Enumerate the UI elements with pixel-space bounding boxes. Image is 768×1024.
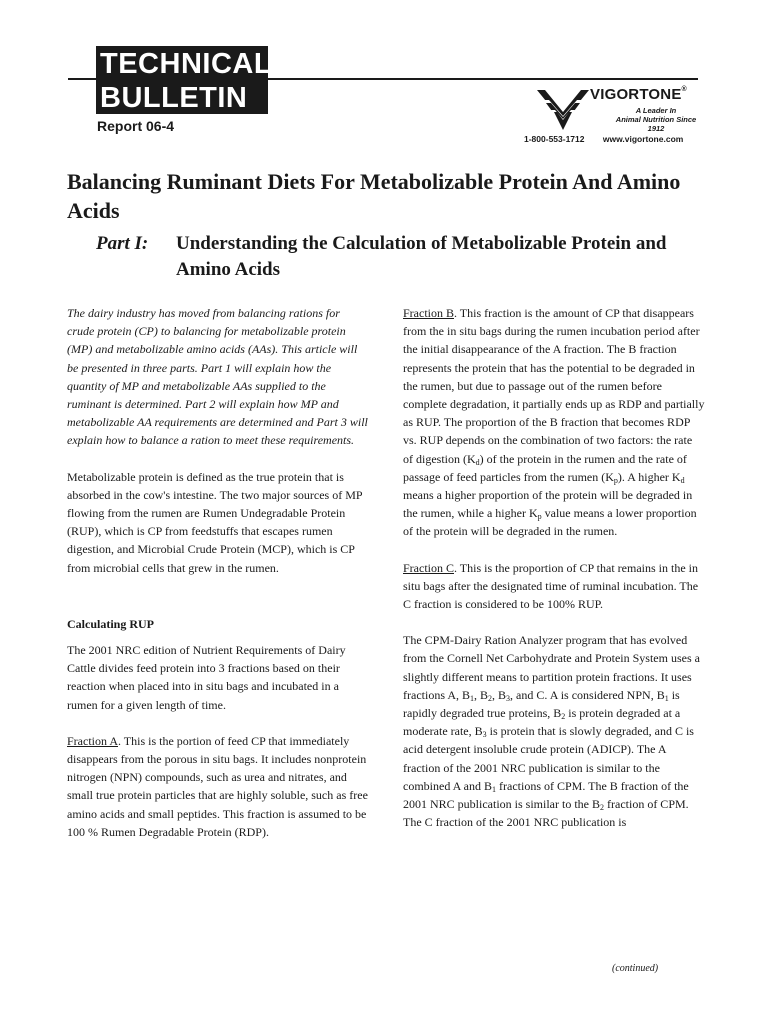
- brand-tagline: [612, 106, 700, 133]
- brand-text: VIGORTONE: [590, 86, 682, 103]
- subscript: 2: [561, 712, 566, 722]
- subscript: p: [613, 475, 618, 485]
- fraction-b-text: ). A higher K: [617, 469, 681, 484]
- right-column: [403, 304, 705, 831]
- tagline-line-2: Animal Nutrition Since 1912: [615, 115, 697, 133]
- left-column: [67, 304, 369, 841]
- fraction-b-text: . This fraction is the amount of CP that disappears from the in situ bags during the rumen incubation period after the initial disappearance of the A fraction. The B fraction represents the protein that has the potential to be degraded in the rumen, but due to passage out of the rumen before complete degradation, it partially ends up as RDP and partially as RUP. The proportion of the B fraction that becomes RDP vs. RUP depends on the combination of two factors: the rate of digestion (K: [403, 306, 705, 466]
- cpm-text: , B: [492, 687, 507, 702]
- tagline-line-1: A Leader In: [635, 106, 677, 115]
- cpm-text: fractions of CPM. The B fraction of the 2001 NRC publication is similar to the B: [403, 778, 689, 812]
- technical-bulletin-banner: [96, 46, 273, 114]
- fraction-a-text: . This is the portion of feed CP that immediately disappears from the porous in situ bags. It includes nonprotein nitrogen (NPN) compounds, such as urea and nitrates, and small true protein particles that are highly soluble, such as free amino acids and small peptides. This fraction is assumed to be 100 % Rumen Degradable Protein (RDP).: [67, 733, 368, 839]
- subscript: 3: [506, 693, 511, 703]
- subscript: 2: [488, 693, 493, 703]
- subscript: 1: [664, 693, 669, 703]
- subscript: 2: [600, 803, 604, 813]
- fraction-c-label: Fraction C: [403, 560, 454, 575]
- fraction-c-text: . This is the proportion of CP that remains in the in situ bags after the designated time of ruminal incubation. The C fraction is considered to be 100% RUP.: [403, 560, 699, 612]
- fraction-c-paragraph: [403, 559, 705, 614]
- website-link[interactable]: www.vigortone.com: [602, 134, 684, 144]
- fraction-b-paragraph: [403, 304, 705, 541]
- banner-line-2: BULLETIN: [100, 82, 248, 114]
- contact-info: [524, 134, 683, 144]
- article-title: Balancing Ruminant Diets For Metabolizable Protein And Amino Acids: [67, 169, 681, 223]
- cpm-text: fraction of CPM. The C fraction of the 2001 NRC publication is: [403, 797, 689, 830]
- subscript: d: [680, 475, 685, 485]
- registered-mark: ®: [681, 86, 687, 93]
- fraction-b-text: value means a lower proportion of the protein will be degraded in the rumen.: [403, 506, 697, 539]
- subscript: p: [537, 512, 542, 522]
- banner-line-1: TECHNICAL: [100, 48, 273, 80]
- fraction-a-paragraph: [67, 732, 369, 841]
- continued-note: (continued): [612, 963, 659, 974]
- subscript: d: [475, 457, 480, 467]
- cpm-text: , and C. A is considered NPN, B: [510, 687, 665, 702]
- cpm-text: The CPM-Dairy Ration Analyzer program that has evolved from the Cornell Net Carbohydrate and Protein System uses a slightly different means to partition protein fractions. It uses fractions A, B: [403, 633, 700, 702]
- brand-name: [590, 86, 687, 103]
- report-number: Report 06-4: [97, 118, 175, 134]
- part-heading: [96, 231, 716, 283]
- cpm-text: is rapidly degraded true proteins, B: [403, 687, 680, 721]
- fraction-b-label: Fraction B: [403, 306, 454, 320]
- part-label: Part I:: [96, 233, 149, 254]
- cpm-text: , B: [474, 687, 489, 702]
- phone-number: 1-800-553-1712: [524, 134, 585, 144]
- nrc-paragraph: The 2001 NRC edition of Nutrient Requirements of Dairy Cattle divides feed protein into 3 fractions based on their reaction when placed into in situ bags and incubated in a rumen for a given length of time.: [67, 643, 346, 712]
- mp-definition-paragraph: Metabolizable protein is defined as the true protein that is absorbed in the cow's intestine. The two major sources of MP flowing from the rumen are Rumen Undegradable Protein (RUP), which is CP from feedstuffs that escapes rumen digestion, and Microbial Crude Protein (MCP), which is CP from microbial cells that grew in the rumen.: [67, 469, 363, 575]
- cpm-text: is protein that is slowly degraded, and C is acid detergent insoluble crude protein (ADICP). The A fraction of the 2001 NRC publication is similar to the combined A and B: [403, 724, 694, 793]
- fraction-b-text: ) of the protein in the rumen and the rate of passage of feed particles from the rumen (K: [403, 451, 687, 484]
- fraction-a-label: Fraction A: [67, 733, 118, 748]
- subscript: 1: [492, 784, 496, 794]
- cpm-text: is protein degraded at a moderate rate, B: [403, 706, 681, 739]
- fraction-b-text: means a higher proportion of the protein will be degraded in the rumen, while a higher K: [403, 488, 693, 521]
- cpm-paragraph: [403, 631, 705, 831]
- subscript: 1: [470, 693, 474, 703]
- subscript: 3: [482, 730, 487, 740]
- calculating-rup-heading: Calculating RUP: [67, 616, 154, 631]
- intro-paragraph: The dairy industry has moved from balancing rations for crude protein (CP) to balancing for metabolizable protein (MP) and metabolizable amino acids (AAs). This article will be presented in three parts. Part 1 will explain how the quantity of MP and metabolizable AAs supplied to the ruminant is determined. Part 2 will explain how MP and metabolizable AA requirements are determined and Part 3 will explain how to balance a ration to meet these requirements.: [67, 306, 368, 448]
- part-title: Understanding the Calculation of Metabolizable Protein and Amino Acids: [176, 233, 667, 280]
- vigortone-logo-icon: [535, 86, 591, 130]
